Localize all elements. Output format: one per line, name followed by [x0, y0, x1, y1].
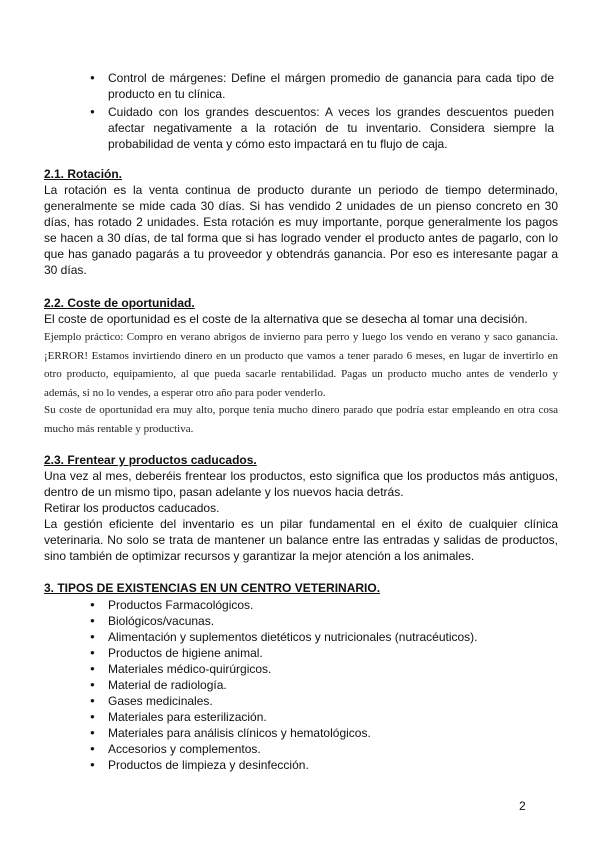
rotacion-paragraph: La rotación es la venta continua de producto durante un periodo de tiempo determinado, generalmente se mide cada 30 días. Si has vendido 2 unidades de un pienso concreto en 30 días, has rotado 2 unidades. Esta rotación es muy importante, porque generalmente los pagos se hacen a 30 días, de tal forma que si has logrado vender el producto antes de pagarlo, con lo que has ganado pagarás a tu proveedor y obtendrás ganancia. Por eso es interesante pagar a 30 días.	[44, 183, 558, 277]
list-item: ● Productos de higiene animal.	[90, 645, 550, 661]
list-item: ● Materiales médico-quirúrgicos.	[90, 661, 550, 677]
section-heading-rotacion: 2.1. Rotación.	[44, 167, 123, 181]
list-item: ● Productos de limpieza y desinfección.	[90, 757, 550, 773]
intro-bullet-list	[90, 70, 554, 154]
list-item: ● Materiales para análisis clínicos y hematológicos.	[90, 725, 550, 741]
coste-example-paragraph: Ejemplo práctico: Compro en verano abrigos de invierno para perro y luego los vendo en verano y saco ganancia. ¡ERROR! Estamos invirtiendo dinero en un producto que vamos a tener parado 6 meses, en lugar de invertirlo en otro producto, equipamiento, al que pueda sacarle rentabilidad. Pagas un producto mucho antes de venderlo y además, si no lo vendes, a esperar otro año para poder venderlo.	[44, 331, 558, 399]
section-heading-coste: 2.2. Coste de oportunidad.	[44, 296, 195, 310]
section-heading-frentear: 2.3. Frentear y productos caducados.	[44, 453, 257, 467]
list-item: ● Productos Farmacológicos.	[90, 597, 550, 613]
frentear-paragraph: Una vez al mes, deberéis frentear los productos, esto significa que los productos más antiguos, dentro de un mismo tipo, pasan adelante y los nuevos hacia detrás.	[44, 469, 558, 499]
coste-paragraph: El coste de oportunidad es el coste de la alternativa que se desecha al tomar una decisión.	[44, 312, 528, 326]
list-item: ● Materiales para esterilización.	[90, 709, 550, 725]
section-heading-tipos: 3. TIPOS DE EXISTENCIAS EN UN CENTRO VETERINARIO.	[44, 581, 381, 595]
list-item: ● Biológicos/vacunas.	[90, 613, 550, 629]
frentear-gestion-paragraph: La gestión eficiente del inventario es un pilar fundamental en el éxito de cualquier clínica veterinaria. No solo se trata de mantener un balance entre las entradas y salidas de productos, sino también de optimizar recursos y garantizar la mejor atención a los animales.	[44, 517, 558, 563]
list-item: ● Gases medicinales.	[90, 693, 550, 709]
frentear-retirar-line: Retirar los productos caducados.	[44, 501, 220, 515]
page-number: 2	[519, 799, 526, 813]
list-item: ● Alimentación y suplementos dietéticos y nutricionales (nutracéuticos).	[90, 629, 550, 645]
list-item: ● Accesorios y complementos.	[90, 741, 550, 757]
list-item: ● Material de radiología.	[90, 677, 550, 693]
coste-conclusion-paragraph: Su coste de oportunidad era muy alto, porque tenía mucho dinero parado que podría estar empleando en otra cosa mucho más rentable y productiva.	[44, 404, 558, 435]
list-item: ● Cuidado con los grandes descuentos: A veces los grandes descuentos pueden afectar negativamente a la rotación de tu inventario. Considera siempre la probabilidad de venta y cómo esto impactará en tu flujo de caja.	[90, 104, 554, 152]
list-item: ● Control de márgenes: Define el márgen promedio de ganancia para cada tipo de producto en tu clínica.	[90, 70, 554, 102]
tipos-bullet-list	[90, 597, 550, 773]
